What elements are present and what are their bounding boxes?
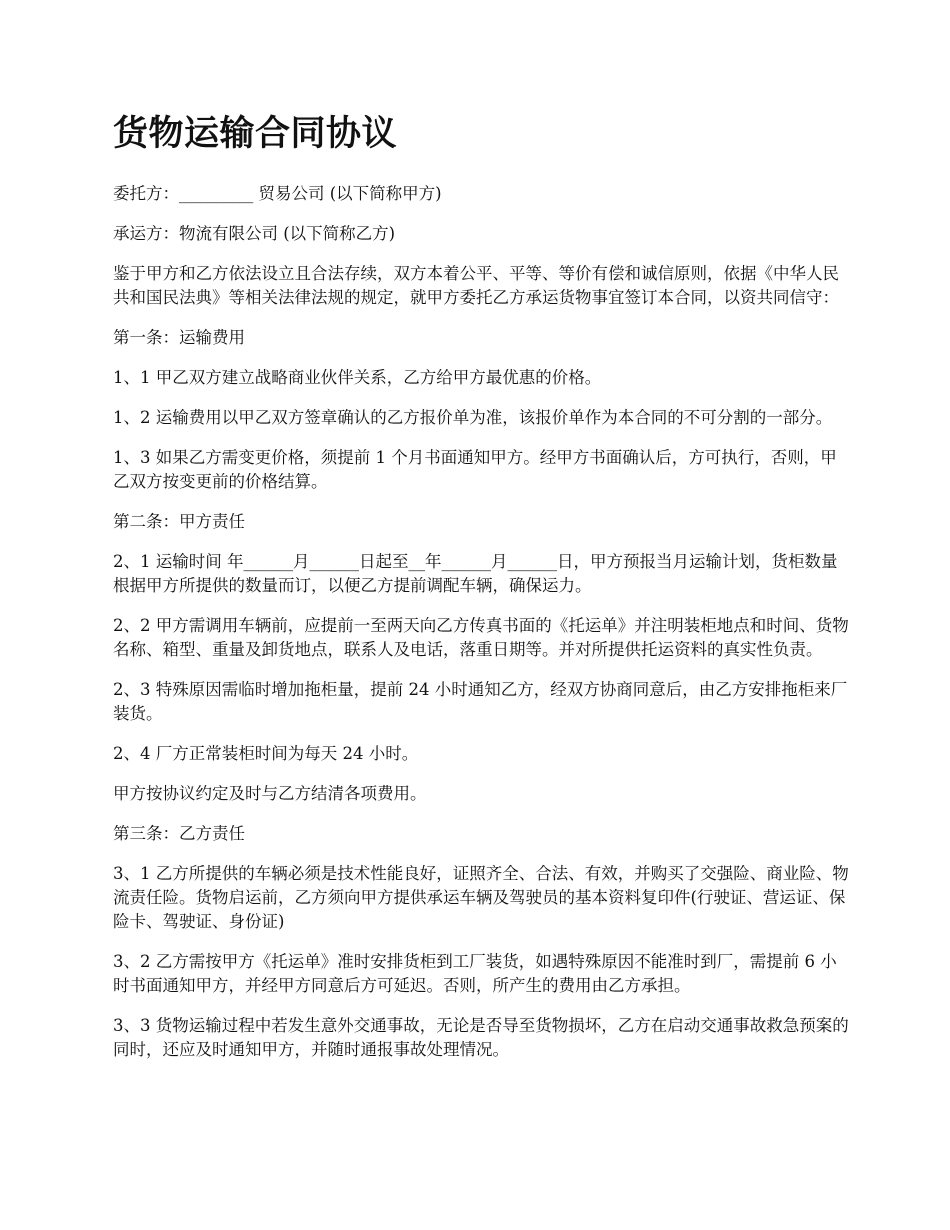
clause-1-2: 1、2 运输费用以甲乙双方签章确认的乙方报价单为准，该报价单作为本合同的不可分割的一部分。 <box>113 408 833 427</box>
party-a-line: 委托方：_________ 贸易公司 (以下简称甲方) <box>113 184 442 203</box>
preamble-paragraph: 鉴于甲方和乙方依法设立且合法存续，双方本着公平、平等、等价有偿和诚信原则，依据《中华人民共和国民法典》等相关法律法规的规定，就甲方委托乙方承运货物事宜签订本合同，以资共同信守： <box>113 264 839 307</box>
clause-2-4: 2、4 厂方正常装柜时间为每天 24 小时。 <box>113 744 419 763</box>
article-3-heading: 第三条：乙方责任 <box>113 824 245 843</box>
settlement-paragraph: 甲方按协议约定及时与乙方结清各项费用。 <box>113 784 427 803</box>
clause-1-1: 1、1 甲乙双方建立战略商业伙伴关系，乙方给甲方最优惠的价格。 <box>113 368 602 387</box>
clause-3-2: 3、2 乙方需按甲方《托运单》准时安排货柜到工厂装货，如遇特殊原因不能准时到厂，需提前 6 小时书面通知甲方，并经甲方同意后方可延迟。否则，所产生的费用由乙方承担。 <box>113 952 837 995</box>
party-b-line: 承运方：物流有限公司 (以下简称乙方) <box>113 224 396 243</box>
clause-1-3: 1、3 如果乙方需变更价格，须提前 1 个月书面通知甲方。经甲方书面确认后，方可执行，否则，甲乙双方按变更前的价格结算。 <box>113 448 837 491</box>
clause-2-3: 2、3 特殊原因需临时增加拖柜量，提前 24 小时通知乙方，经双方协商同意后，由乙方安排拖柜来厂装货。 <box>113 680 848 723</box>
clause-3-1: 3、1 乙方所提供的车辆必须是技术性能良好，证照齐全、合法、有效，并购买了交强险、商业险、物流责任险。货物启运前，乙方须向甲方提供承运车辆及驾驶员的基本资料复印件(行驶证、营运证、保险卡、驾驶证、身份证) <box>113 864 849 931</box>
clause-2-1: 2、1 运输时间 年______月______日起至__年______月______日，甲方预报当月运输计划，货柜数量根据甲方所提供的数量而订，以便乙方提前调配车辆，确保运力。 <box>113 552 838 595</box>
document-page <box>113 110 851 1078</box>
article-2-heading: 第二条：甲方责任 <box>113 512 245 531</box>
clause-3-3: 3、3 货物运输过程中若发生意外交通事故，无论是否导至货物损坏，乙方在启动交通事故救急预案的同时，还应及时通知甲方，并随时通报事故处理情况。 <box>113 1016 849 1059</box>
article-1-heading: 第一条：运输费用 <box>113 328 245 347</box>
document-title: 货物运输合同协议 <box>113 114 398 154</box>
clause-2-2: 2、2 甲方需调用车辆前，应提前一至两天向乙方传真书面的《托运单》并注明装柜地点和时间、货物名称、箱型、重量及卸货地点，联系人及电话，落重日期等。并对所提供托运资料的真实性负责。 <box>113 616 849 659</box>
